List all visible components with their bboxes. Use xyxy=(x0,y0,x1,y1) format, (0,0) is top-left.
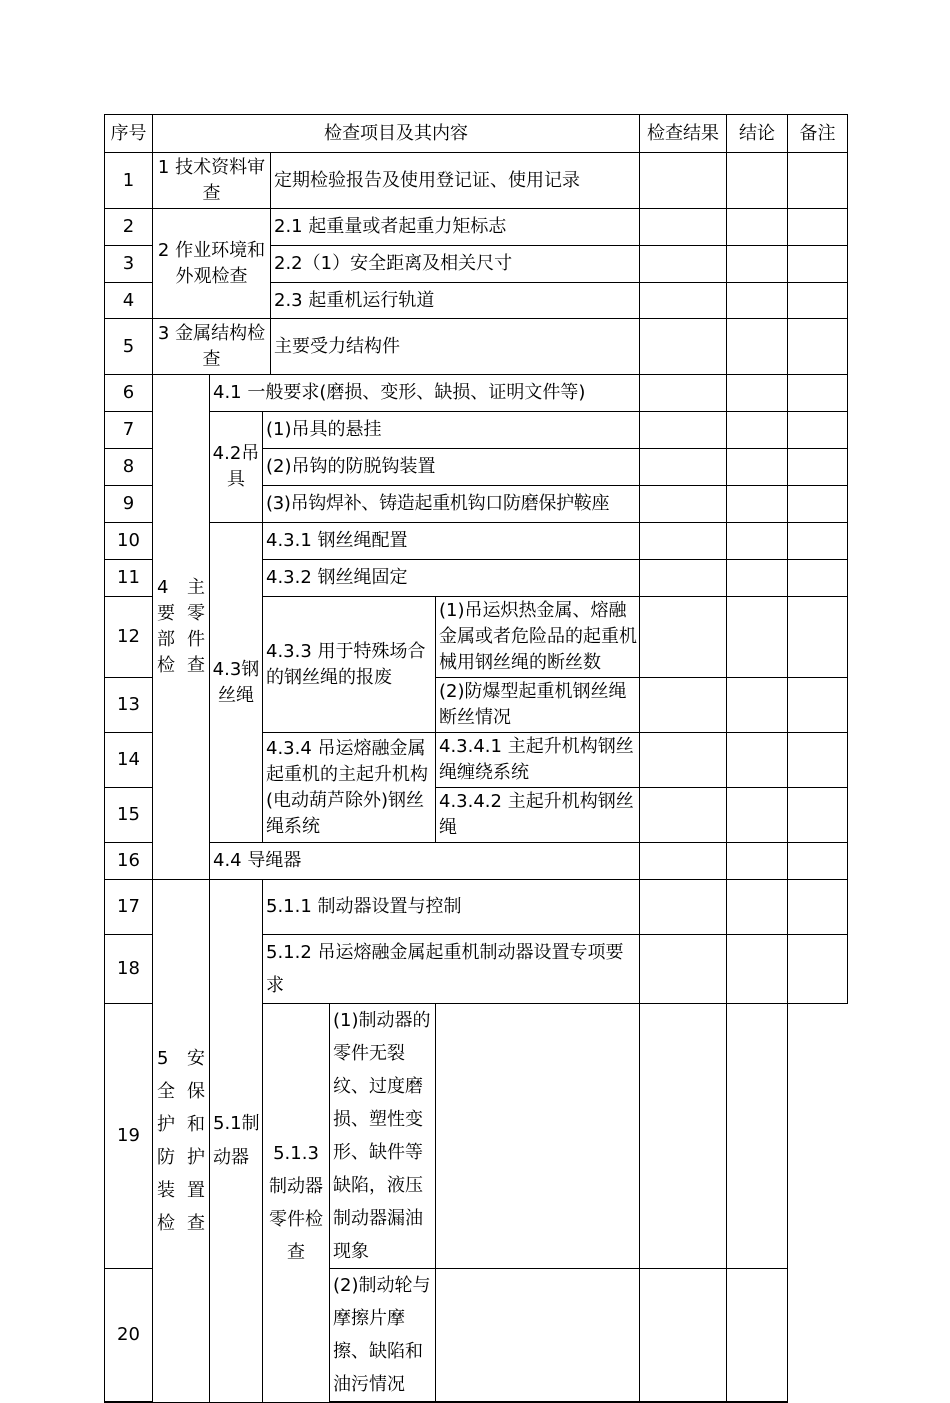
remark-cell xyxy=(727,1269,788,1403)
remark-cell xyxy=(788,246,848,283)
item-content: 4.3.4.2 主起升机构钢丝绳 xyxy=(436,788,640,843)
conclusion-cell xyxy=(727,523,788,560)
section-5-title: 5 安全保护和防护装置检查 xyxy=(153,880,210,1403)
result-cell xyxy=(640,153,727,209)
result-cell xyxy=(640,283,727,319)
item-content: (2)防爆型起重机钢丝绳断丝情况 xyxy=(436,678,640,733)
conclusion-cell xyxy=(727,246,788,283)
result-cell xyxy=(640,375,727,412)
item-content: (1)吊运炽热金属、熔融金属或者危险品的起重机械用钢丝绳的断丝数 xyxy=(436,597,640,678)
remark-cell xyxy=(788,153,848,209)
item-content: 4.3.1 钢丝绳配置 xyxy=(263,523,640,560)
item-content: 4.3.3 用于特殊场合的钢丝绳的报废 xyxy=(263,597,436,733)
conclusion-cell xyxy=(727,843,788,880)
header-result: 检查结果 xyxy=(640,115,727,153)
result-cell xyxy=(640,880,727,935)
item-content: 4.1 一般要求(磨损、变形、缺损、证明文件等) xyxy=(210,375,640,412)
subsection-5-1-3-title: 5.1.3制动器零件检查 xyxy=(263,1004,330,1403)
row-number: 14 xyxy=(105,733,153,788)
conclusion-cell xyxy=(727,486,788,523)
item-content: 2.2（1）安全距离及相关尺寸 xyxy=(271,246,640,283)
row-number: 13 xyxy=(105,678,153,733)
result-cell xyxy=(640,319,727,375)
item-content: 主要受力结构件 xyxy=(271,319,640,375)
result-cell xyxy=(640,678,727,733)
table-row xyxy=(105,375,848,412)
row-number: 19 xyxy=(105,1004,153,1269)
item-content: (1)吊具的悬挂 xyxy=(263,412,640,449)
item-content: (2)吊钩的防脱钩装置 xyxy=(263,449,640,486)
row-number: 7 xyxy=(105,412,153,449)
result-cell xyxy=(640,246,727,283)
header-item: 检查项目及其内容 xyxy=(153,115,640,153)
result-cell xyxy=(640,486,727,523)
conclusion-cell xyxy=(727,880,788,935)
conclusion-cell xyxy=(727,733,788,788)
table-row xyxy=(105,153,848,209)
result-cell xyxy=(640,733,727,788)
result-cell xyxy=(640,597,727,678)
remark-cell xyxy=(788,597,848,678)
row-number: 1 xyxy=(105,153,153,209)
remark-cell xyxy=(788,788,848,843)
table-row xyxy=(105,319,848,375)
result-cell xyxy=(640,560,727,597)
row-number: 18 xyxy=(105,935,153,1004)
conclusion-cell xyxy=(727,375,788,412)
conclusion-cell xyxy=(727,788,788,843)
result-cell xyxy=(640,843,727,880)
result-cell xyxy=(640,523,727,560)
remark-cell xyxy=(788,412,848,449)
item-content: 2.1 起重量或者起重力矩标志 xyxy=(271,209,640,246)
result-cell xyxy=(436,1004,640,1269)
row-number: 4 xyxy=(105,283,153,319)
conclusion-cell xyxy=(727,283,788,319)
row-number: 11 xyxy=(105,560,153,597)
remark-cell xyxy=(788,843,848,880)
row-number: 9 xyxy=(105,486,153,523)
remark-cell xyxy=(788,283,848,319)
remark-cell xyxy=(788,375,848,412)
table-row xyxy=(105,412,848,449)
result-cell xyxy=(640,412,727,449)
remark-cell xyxy=(727,1004,788,1269)
conclusion-cell xyxy=(727,153,788,209)
result-cell xyxy=(640,449,727,486)
header-row xyxy=(105,115,848,153)
remark-cell xyxy=(788,449,848,486)
result-cell xyxy=(640,935,727,1004)
section-3-title: 3 金属结构检查 xyxy=(153,319,271,375)
remark-cell xyxy=(788,319,848,375)
item-content: 2.3 起重机运行轨道 xyxy=(271,283,640,319)
conclusion-cell xyxy=(727,449,788,486)
conclusion-cell xyxy=(727,412,788,449)
result-cell xyxy=(640,209,727,246)
remark-cell xyxy=(788,880,848,935)
row-number: 15 xyxy=(105,788,153,843)
item-content: (1)制动器的零件无裂纹、过度磨损、塑性变形、缺件等缺陷，液压制动器漏油现象 xyxy=(330,1004,436,1269)
row-number: 3 xyxy=(105,246,153,283)
row-number: 10 xyxy=(105,523,153,560)
item-content: (3)吊钩焊补、铸造起重机钩口防磨保护鞍座 xyxy=(263,486,640,523)
row-number: 20 xyxy=(105,1269,153,1403)
conclusion-cell xyxy=(727,560,788,597)
conclusion-cell xyxy=(727,678,788,733)
remark-cell xyxy=(788,935,848,1004)
subsection-5-1-title: 5.1制动器 xyxy=(210,880,263,1403)
header-no: 序号 xyxy=(105,115,153,153)
header-conclusion: 结论 xyxy=(727,115,788,153)
section-4-title: 4 主要零部件检查 xyxy=(153,375,210,880)
row-number: 12 xyxy=(105,597,153,678)
result-cell xyxy=(436,1269,640,1403)
conclusion-cell xyxy=(727,319,788,375)
header-remark: 备注 xyxy=(788,115,848,153)
inspection-table xyxy=(104,114,848,1403)
conclusion-cell xyxy=(640,1269,727,1403)
item-content: 4.3.2 钢丝绳固定 xyxy=(263,560,640,597)
item-content: 4.4 导绳器 xyxy=(210,843,640,880)
row-number: 16 xyxy=(105,843,153,880)
remark-cell xyxy=(788,678,848,733)
conclusion-cell xyxy=(727,209,788,246)
table-row xyxy=(105,880,848,935)
remark-cell xyxy=(788,486,848,523)
remark-cell xyxy=(788,733,848,788)
row-number: 6 xyxy=(105,375,153,412)
table-row xyxy=(105,209,848,246)
table-row xyxy=(105,843,848,880)
subsection-4-3-title: 4.3钢丝绳 xyxy=(210,523,263,843)
table-row xyxy=(105,523,848,560)
remark-cell xyxy=(788,209,848,246)
conclusion-cell xyxy=(727,935,788,1004)
item-content: 4.3.4.1 主起升机构钢丝绳缠绕系统 xyxy=(436,733,640,788)
row-number: 8 xyxy=(105,449,153,486)
row-number: 2 xyxy=(105,209,153,246)
row-number: 17 xyxy=(105,880,153,935)
result-cell xyxy=(640,788,727,843)
remark-cell xyxy=(788,560,848,597)
section-2-title: 2 作业环境和外观检查 xyxy=(153,209,271,319)
subsection-4-2-title: 4.2吊具 xyxy=(210,412,263,523)
item-content: (2)制动轮与摩擦片摩擦、缺陷和油污情况 xyxy=(330,1269,436,1403)
row-number: 5 xyxy=(105,319,153,375)
item-content: 定期检验报告及使用登记证、使用记录 xyxy=(271,153,640,209)
item-content: 4.3.4 吊运熔融金属起重机的主起升机构(电动葫芦除外)钢丝绳系统 xyxy=(263,733,436,843)
remark-cell xyxy=(788,523,848,560)
conclusion-cell xyxy=(727,597,788,678)
section-1-title: 1 技术资料审查 xyxy=(153,153,271,209)
item-content: 5.1.2 吊运熔融金属起重机制动器设置专项要求 xyxy=(263,935,640,1004)
conclusion-cell xyxy=(640,1004,727,1269)
item-content: 5.1.1 制动器设置与控制 xyxy=(263,880,640,935)
